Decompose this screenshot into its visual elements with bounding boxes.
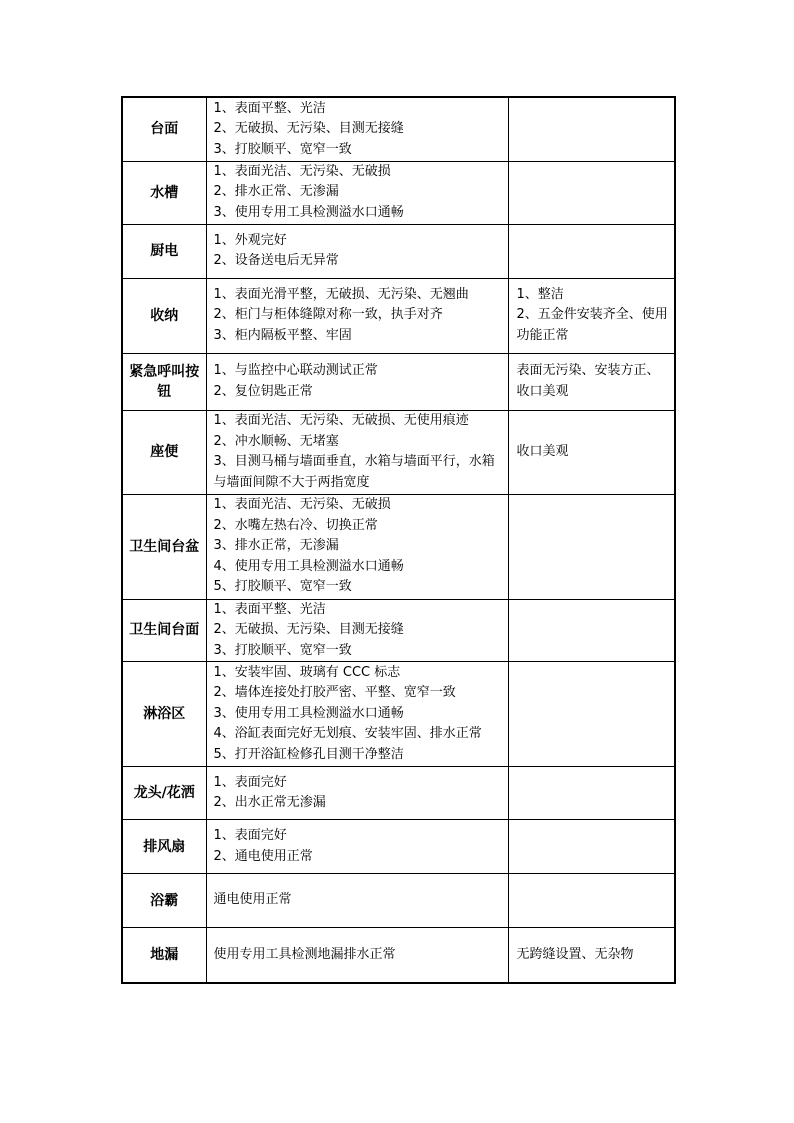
requirement-line: 2、冲水顺畅、无堵塞 (213, 433, 339, 449)
item-name-cell: 水槽 (122, 161, 206, 224)
notes-cell (508, 820, 675, 874)
requirements-cell (206, 97, 508, 161)
requirement-line: 2、设备送电后无异常 (213, 253, 339, 268)
notes-cell (508, 928, 675, 983)
note-line: 表面无污染、安装方正、收口美观 (516, 363, 660, 399)
requirements-cell (206, 224, 508, 278)
requirement-line: 通电使用正常 (213, 892, 292, 908)
item-name-cell: 卫生间台盆 (122, 494, 206, 599)
table-row (122, 820, 675, 874)
notes-cell (508, 662, 675, 767)
requirement-line: 1、表面平整、光洁 (213, 100, 326, 116)
requirement-line: 2、排水正常、无渗漏 (213, 184, 339, 200)
requirements-cell (206, 820, 508, 874)
note-line: 2、五金件安装齐全、使用功能正常 (516, 307, 668, 343)
item-name-cell: 厨电 (122, 224, 206, 278)
notes-cell (508, 599, 675, 662)
table-row (122, 224, 675, 278)
table-row (122, 928, 675, 983)
requirement-line: 2、墙体连接处打胶严密、平整、宽窄一致 (213, 685, 456, 701)
table-row (122, 494, 675, 599)
notes-cell (508, 278, 675, 353)
table-row (122, 97, 675, 161)
requirements-cell (206, 353, 508, 410)
requirement-line: 3、排水正常，无渗漏 (213, 538, 339, 554)
item-name-cell: 排风扇 (122, 820, 206, 874)
item-name-cell: 收纳 (122, 278, 206, 353)
item-name-cell: 淋浴区 (122, 662, 206, 767)
item-name-cell: 紧急呼叫按钮 (122, 353, 206, 410)
requirements-cell (206, 662, 508, 767)
requirement-line: 1、安装牢固、玻璃有 CCC 标志 (213, 664, 401, 680)
item-name-cell: 龙头/花洒 (122, 767, 206, 820)
notes-cell (508, 410, 675, 494)
requirement-line: 1、表面平整、光洁 (213, 601, 326, 617)
note-line: 1、整洁 (516, 286, 564, 302)
requirement-line: 4、浴缸表面完好无划痕、安装牢固、排水正常 (213, 726, 482, 742)
requirement-line: 1、表面光洁、无污染、无破损 (213, 497, 391, 513)
requirement-line: 3、目测马桶与墙面垂直，水箱与墙面平行，水箱与墙面间隙不大于两指宽度 (213, 454, 495, 490)
requirement-line: 2、出水正常无渗漏 (213, 795, 326, 810)
notes-cell (508, 224, 675, 278)
inspection-table (121, 96, 676, 984)
requirement-line: 使用专用工具检测地漏排水正常 (213, 946, 396, 962)
requirements-cell (206, 278, 508, 353)
requirement-line: 3、柜内隔板平整、牢固 (213, 327, 352, 343)
notes-cell (508, 353, 675, 410)
requirement-line: 2、通电使用正常 (213, 848, 313, 864)
requirements-cell (206, 494, 508, 599)
item-name-cell: 浴霸 (122, 874, 206, 928)
table-row (122, 599, 675, 662)
table-row (122, 662, 675, 767)
table-body (122, 97, 675, 983)
item-name-cell: 台面 (122, 97, 206, 161)
note-line: 收口美观 (516, 443, 569, 459)
requirement-line: 5、打胶顺平、宽窄一致 (213, 579, 352, 595)
requirement-line: 2、无破损、无污染、目测无接缝 (213, 121, 404, 136)
notes-cell (508, 494, 675, 599)
requirements-cell (206, 767, 508, 820)
item-name-cell: 地漏 (122, 928, 206, 983)
note-line: 无跨缝设置、无杂物 (516, 946, 634, 962)
requirement-line: 1、表面光洁、无污染、无破损 (213, 163, 391, 179)
requirement-line: 2、水嘴左热右冷、切换正常 (213, 517, 378, 533)
requirement-line: 4、使用专用工具检测溢水口通畅 (213, 558, 404, 574)
requirement-line: 3、打胶顺平、宽窄一致 (213, 642, 352, 658)
table-row (122, 161, 675, 224)
table-row (122, 410, 675, 494)
requirement-line: 3、使用专用工具检测溢水口通畅 (213, 204, 404, 220)
item-name-cell: 卫生间台面 (122, 599, 206, 662)
notes-cell (508, 767, 675, 820)
requirements-cell (206, 161, 508, 224)
requirement-line: 2、柜门与柜体缝隙对称一致，执手对齐 (213, 307, 443, 323)
requirement-line: 3、使用专用工具检测溢水口通畅 (213, 705, 404, 721)
notes-cell (508, 874, 675, 928)
notes-cell (508, 161, 675, 224)
table-row (122, 874, 675, 928)
table-row (122, 278, 675, 353)
requirement-line: 1、表面光滑平整，无破损、无污染、无翘曲 (213, 286, 469, 302)
requirement-line: 1、表面完好 (213, 828, 287, 843)
table-row (122, 767, 675, 820)
item-name-cell: 座便 (122, 410, 206, 494)
notes-cell (508, 97, 675, 161)
requirements-cell (206, 874, 508, 928)
requirement-line: 2、无破损、无污染、目测无接缝 (213, 622, 404, 637)
requirement-line: 1、表面完好 (213, 774, 287, 790)
requirement-line: 3、打胶顺平、宽窄一致 (213, 141, 352, 157)
requirement-line: 2、复位钥匙正常 (213, 383, 313, 399)
table-row (122, 353, 675, 410)
requirement-line: 1、表面光洁、无污染、无破损、无使用痕迹 (213, 413, 469, 428)
requirements-cell (206, 928, 508, 983)
requirement-line: 1、与监控中心联动测试正常 (213, 363, 378, 378)
requirement-line: 1、外观完好 (213, 232, 287, 248)
requirements-cell (206, 599, 508, 662)
requirement-line: 5、打开浴缸检修孔目测干净整洁 (213, 746, 404, 762)
requirements-cell (206, 410, 508, 494)
